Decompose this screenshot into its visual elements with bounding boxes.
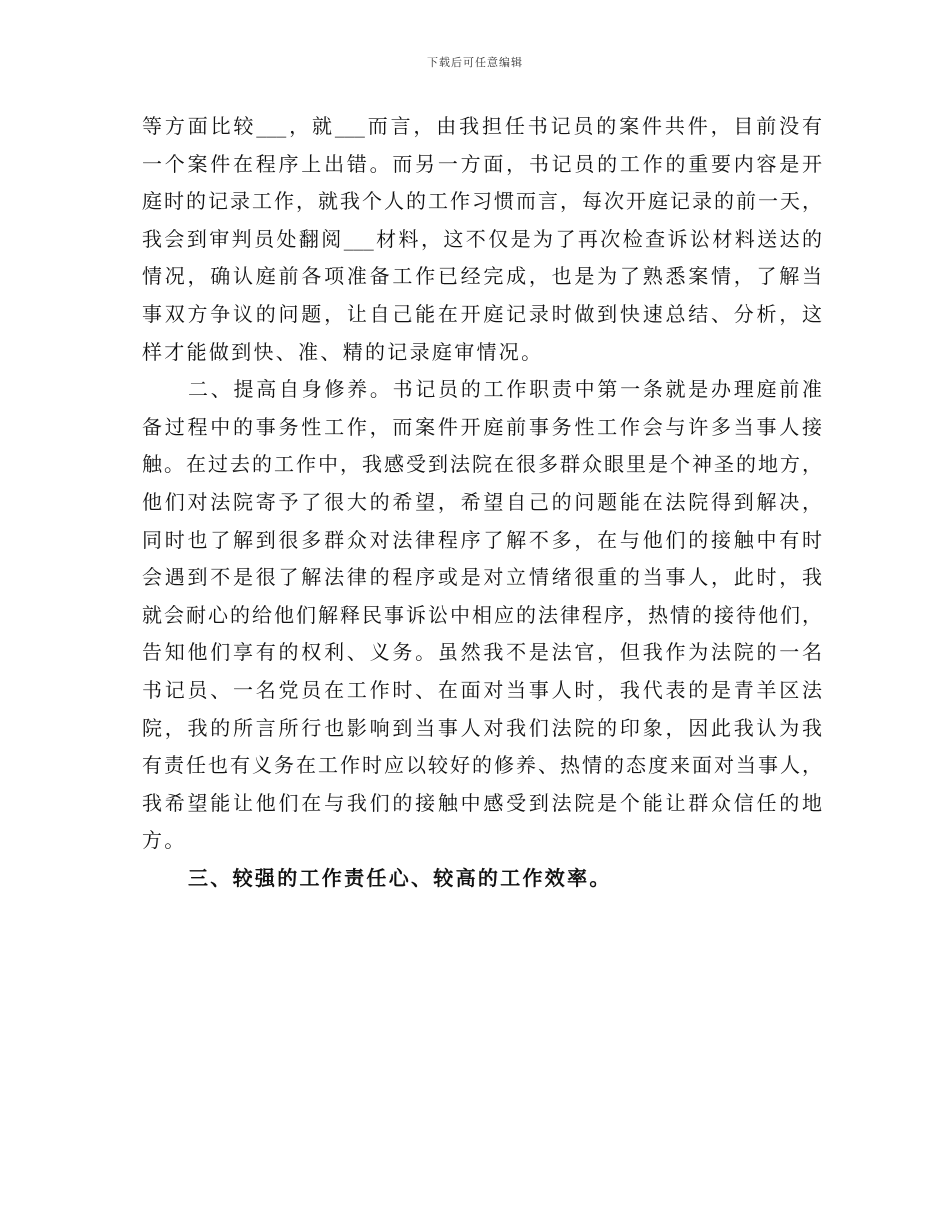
text-line: 院，我的所言所行也影响到当事人对我们法院的印象，因此我认为我 — [142, 715, 822, 740]
page-header-note: 下载后可任意编辑 — [427, 56, 523, 69]
text-line: 庭时的记录工作，就我个人的工作习惯而言，每次开庭记录的前一天， — [142, 189, 822, 214]
text-line: 有责任也有义务在工作时应以较好的修养、热情的态度来面对当事人， — [142, 753, 822, 778]
section-heading: 三、较强的工作责任心、较高的工作效率。 — [188, 865, 612, 890]
text-line: 样才能做到快、准、精的记录庭审情况。 — [142, 339, 544, 364]
text-line: 触。在过去的工作中，我感受到法院在很多群众眼里是个神圣的地方， — [142, 452, 822, 477]
text-line: 告知他们享有的权利、义务。虽然我不是法官，但我作为法院的一名 — [142, 640, 822, 665]
text-line: 会遇到不是很了解法律的程序或是对立情绪很重的当事人，此时，我 — [142, 565, 822, 590]
document-body — [142, 108, 822, 897]
text-line: 方。 — [142, 828, 187, 853]
text-line: 事双方争议的问题，让自己能在开庭记录时做到快速总结、分析，这 — [142, 301, 822, 326]
text-line: 等方面比较___，就___而言，由我担任书记员的案件共件，目前没有 — [142, 114, 822, 138]
text-line: 我会到审判员处翻阅___材料，这不仅是为了再次检查诉讼材料送达的 — [142, 226, 822, 251]
text-line: 我希望能让他们在与我们的接触中感受到法院是个能让群众信任的地 — [142, 790, 822, 815]
text-line: 备过程中的事务性工作，而案件开庭前事务性工作会与许多当事人接 — [142, 414, 822, 439]
text-line: 情况，确认庭前各项准备工作已经完成，也是为了熟悉案情，了解当 — [142, 264, 822, 289]
text-line: 书记员、一名党员在工作时、在面对当事人时，我代表的是青羊区法 — [142, 677, 822, 702]
text-line: 同时也了解到很多群众对法律程序了解不多，在与他们的接触中有时 — [142, 527, 822, 552]
text-line: 就会耐心的给他们解释民事诉讼中相应的法律程序，热情的接待他们， — [142, 602, 822, 627]
text-line: 他们对法院寄予了很大的希望，希望自己的问题能在法院得到解决， — [142, 489, 822, 514]
section-heading-line: 二、提高自身修养。书记员的工作职责中第一条就是办理庭前准 — [188, 377, 822, 402]
text-line: 一个案件在程序上出错。而另一方面，书记员的工作的重要内容是开 — [142, 151, 822, 176]
